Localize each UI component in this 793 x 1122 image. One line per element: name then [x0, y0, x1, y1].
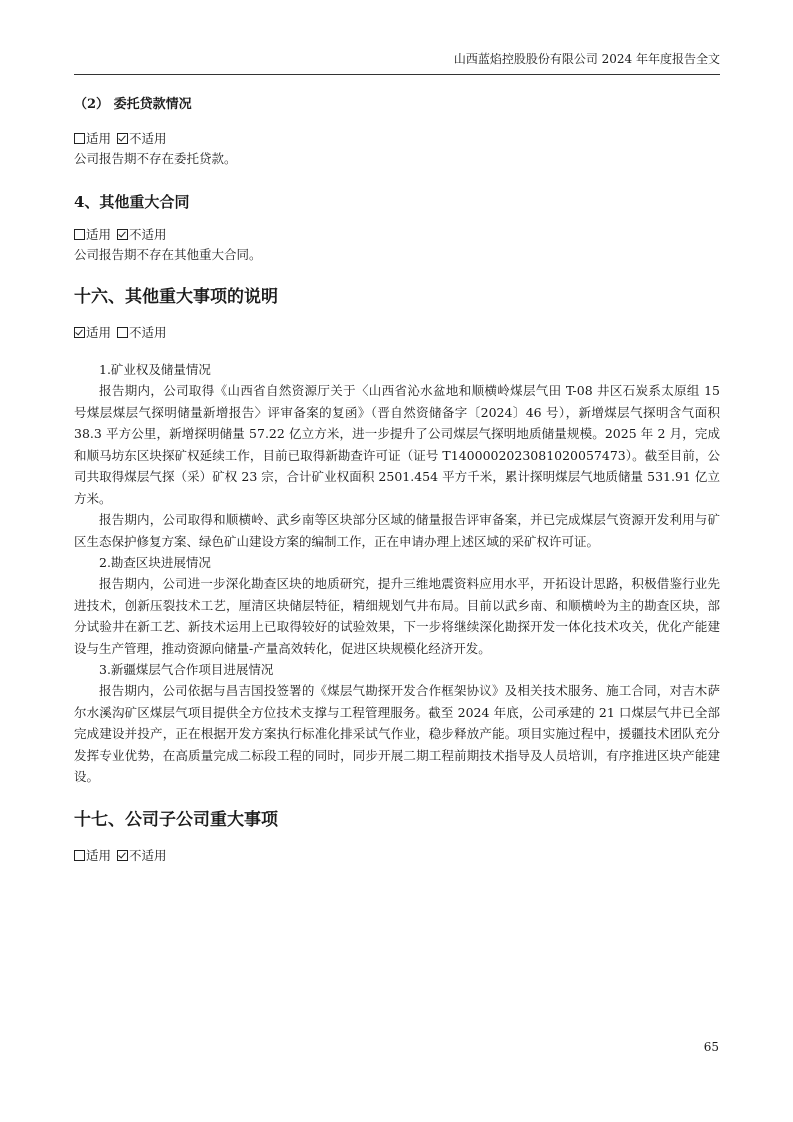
subheading-xinjiang-project: 3.新疆煤层气合作项目进展情况	[99, 662, 274, 677]
checkbox-checked-icon	[117, 850, 128, 861]
paragraph-mining-rights-1: 报告期内，公司取得《山西省自然资源厅关于〈山西省沁水盆地和顺横岭煤层气田 T-08 井区石炭系太原组 15 号煤层煤层气探明储量新增报告〉评审备案的复函》（晋自然资储备字〔2024〕46 号），新增煤层气探明含气面积 38.3 平方公里，新增探明储量 57.22 亿立方米，进一步提升了公司煤层气探明地质储量规模。2025 年 2 月，完成和顺马坊东区块探矿权延续工作，目前已取得新勘查许可证（证号 T1400002023081020057473）。截至目前，公司共取得煤层气探（采）矿权 23 宗，合计矿业权面积 2501.454 平方千米，累计探明煤层气地质储量 531.91 亿立方米。	[74, 383, 720, 506]
entrusted-loans-text: 公司报告期不存在委托贷款。	[74, 151, 237, 166]
paragraph-xinjiang-project: 报告期内，公司依据与昌吉国投签署的《煤层气勘探开发合作框架协议》及相关技术服务、施工合同，对吉木萨尔水溪沟矿区煤层气项目提供全方位技术支撑与工程管理服务。截至 2024 年底，公司承建的 21 口煤层气井已全部完成建设并投产，正在根据开发方案执行标准化排采试气作业，稳步释放产能。项目实施过程中，援疆技术团队充分发挥专业优势，在高质量完成二标段工程的同时，同步开展二期工程前期技术指导及人员培训，有序推进区块产能建设。	[74, 683, 720, 784]
applicability-checkbox-row: 适用 不适用	[74, 225, 720, 245]
subheading-exploration-blocks: 2.勘查区块进展情况	[99, 555, 211, 570]
section-heading-other-major-matters: 十六、其他重大事项的说明	[74, 287, 278, 307]
applicability-checkbox-row: 适用 不适用	[74, 323, 720, 343]
section-heading-subsidiary-matters: 十七、公司子公司重大事项	[74, 809, 278, 830]
checkbox-unchecked-icon	[74, 850, 85, 861]
page-number: 65	[703, 1040, 719, 1054]
checkbox-checked-icon	[117, 229, 128, 240]
paragraph-exploration-blocks: 报告期内，公司进一步深化勘查区块的地质研究，提升三维地震资料应用水平，开拓设计思路，积极借鉴行业先进技术，创新压裂技术工艺，厘清区块储层特征，精细规划气井布局。目前以武乡南、和顺横岭为主的勘查区块，部分试验井在新工艺、新技术运用上已取得较好的试验效果，下一步将继续深化勘探开发一体化技术攻关，优化产能建设与生产管理，推动资源向储量-产量高效转化，促进区块规模化经济开发。	[74, 576, 720, 656]
page-content	[74, 95, 720, 866]
applicability-checkbox-row: 适用 不适用	[74, 129, 720, 149]
section-heading-entrusted-loans: （2） 委托贷款情况	[74, 97, 192, 112]
checkbox-unchecked-icon	[74, 229, 85, 240]
checkbox-checked-icon	[117, 133, 128, 144]
checkbox-unchecked-icon	[117, 327, 128, 338]
checkbox-checked-icon	[74, 327, 85, 338]
checkbox-unchecked-icon	[74, 133, 85, 144]
applicability-checkbox-row: 适用 不适用	[74, 846, 720, 866]
other-contracts-text: 公司报告期不存在其他重大合同。	[74, 247, 262, 262]
section-heading-other-contracts: 4、其他重大合同	[74, 193, 190, 211]
subheading-mining-rights: 1.矿业权及储量情况	[99, 362, 211, 377]
report-title: 山西蓝焰控股股份有限公司 2024 年年度报告全文	[453, 52, 720, 66]
page-header	[74, 50, 720, 75]
paragraph-mining-rights-2: 报告期内，公司取得和顺横岭、武乡南等区块部分区域的储量报告评审备案，并已完成煤层气资源开发利用与矿区生态保护修复方案、绿色矿山建设方案的编制工作，正在申请办理上述区域的采矿权许可证。	[74, 512, 720, 549]
